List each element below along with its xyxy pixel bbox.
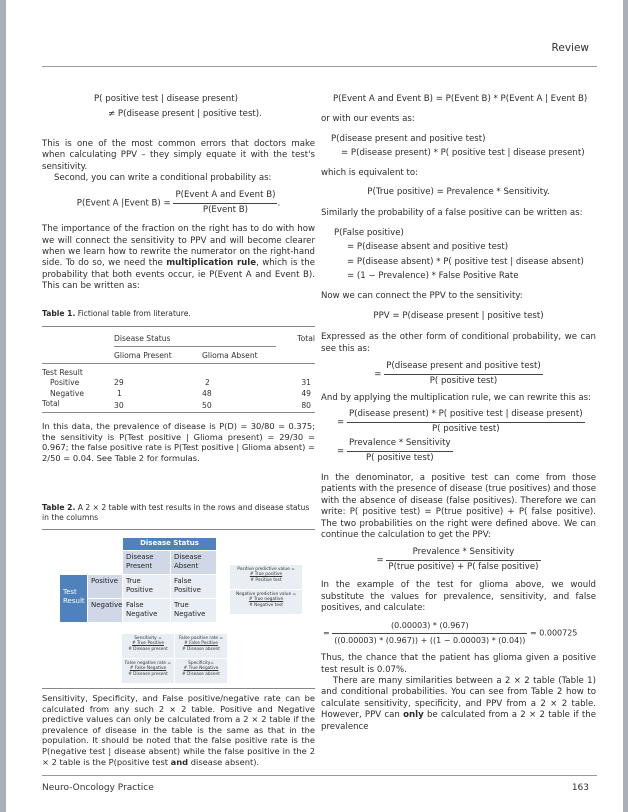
header-total: Total bbox=[297, 333, 315, 343]
table-1-note: In this data, the prevalence of disease is P(D) = 30/80 = 0.375; the sensitivity is P(Test positive | Glioma present) = 29/30 = 0.967; the false positive rate is P(Test positive | Glioma absent) = 2/50 = 0.04. See Table 2 for formulas. bbox=[42, 421, 315, 463]
equation-fp-line2: = P(disease absent and positive test) bbox=[347, 242, 509, 253]
page-number: 163 bbox=[571, 783, 589, 793]
footer-rule bbox=[42, 775, 597, 776]
table-2 bbox=[42, 503, 315, 530]
paragraph-multiplication-rule: The importance of the fraction on the right has to do with how we will connect the sensitivity to PPV and will become clearer when we learn how to rewrite the numerator on the right-hand side. To do so, we need the multiplication rule, which is the probability that both events occur, ie P(Event A and Event B). This can be written as: bbox=[42, 224, 315, 292]
left-column bbox=[42, 94, 315, 293]
table-row: Negative 1 48 49 bbox=[50, 388, 311, 398]
equation-multiplication-rule: P(Event A and Event B) = P(Event B) * P(Event A | Event B) bbox=[333, 94, 588, 104]
running-head: Review bbox=[551, 42, 589, 54]
paragraph: And by applying the multiplication rule, we can rewrite this as: bbox=[321, 392, 592, 403]
sensitivity-formula: Sensitivity = # True Positive # Disease present bbox=[122, 634, 174, 658]
header-disease-status: Disease Status bbox=[114, 330, 276, 347]
equation-conditional: P(Event A |Event B) = $\frac{\text{P(Event A and Event B)}}{\text{P(Event B)}}$ . bbox=[76, 190, 281, 215]
table-2-note: Sensitivity, Specificity, and False positive/negative rate can be calculated from any such 2 × 2 table. Positive and Negative predictive values can only be calculated from a 2 × 2 table if the prevalence of disease in the table is the same as that in the population. It should be noted that the false positive rate is the P(negative test | disease absent) while the false positive in the 2 × 2 table is the P(positive test and disease absent). bbox=[42, 693, 315, 767]
paragraph: In the example of the test for glioma above, we would substitute the values for prevalence, sensitivity, and false positives, and calculate: bbox=[321, 580, 596, 613]
ppv-formula: Positive predictive value = # True positive # Positive test bbox=[230, 565, 302, 589]
journal-page bbox=[6, 0, 623, 812]
table-1-grid bbox=[42, 330, 315, 413]
negative-row-header: Negative bbox=[88, 599, 122, 622]
paragraph: Second, you can write a conditional probability as: bbox=[54, 173, 272, 184]
false-positive-cell: False Positive bbox=[171, 575, 216, 598]
paragraph: There are many similarities between a 2 × 2 table (Table 1) and conditional probabilities. You can see from Table 2 how to calculate sensitivity, specificity, and PPV from a 2 × 2 table. However, PPV can only be calculated from a 2 × 2 table if the prevalence bbox=[321, 676, 596, 732]
journal-name: Neuro-Oncology Practice bbox=[42, 783, 154, 793]
false-negative-cell: False Negative bbox=[123, 599, 170, 622]
equation-fraction-2: = $\frac{\text{P(disease present) * P( positive test | disease present)}}{\text{P( positive test)}}$ bbox=[337, 409, 583, 434]
equation-inequality-line1: P( positive test | disease present) bbox=[94, 94, 238, 104]
paragraph: This is one of the most common errors that doctors make when calculating PPV – they simply equate it with the test's sensitivity. bbox=[42, 138, 315, 172]
equation-calculation: = $\frac{(0.00003) * (0.967)}{((0.00003) * (0.967)) + ((1 - 0.00003) * (0.04))}$ = 0.000725 bbox=[323, 621, 578, 645]
paragraph: or with our events as: bbox=[321, 114, 415, 125]
table-row: Total 30 50 80 bbox=[42, 399, 315, 413]
paragraph: In the denominator, a positive test can come from those patients with the presence of disease (true positives) and those with the absence of disease (false positives). Therefore we can write: P( positive test) = P(true positive) + P( false positive). The two probabilities on the right were defined above. We can continue the calculation to get the PPV: bbox=[321, 472, 596, 540]
true-negative-cell: True Negative bbox=[171, 599, 216, 622]
paragraph: Expressed as the other form of conditional probability, we can see this as: bbox=[321, 332, 596, 354]
npv-formula: Negative predictive value = # True negative # Negative test bbox=[230, 590, 302, 614]
table-row: Positive 29 2 31 bbox=[50, 378, 311, 388]
right-column bbox=[321, 94, 596, 733]
equation-events-line2: = P(disease present) * P( positive test | disease present) bbox=[341, 148, 585, 159]
false-negative-rate-formula: False negative rate = # False Negative # Disease present bbox=[122, 659, 174, 683]
equation-true-positive: P(True positive) = Prevalence * Sensitivity. bbox=[367, 187, 550, 198]
positive-row-header: Positive bbox=[88, 575, 122, 598]
equation-ppv: PPV = P(disease present | positive test) bbox=[373, 310, 544, 321]
header-glioma-present: Glioma Present bbox=[114, 350, 172, 360]
test-result-header: Test Result bbox=[60, 575, 87, 622]
equation-events-line1: P(disease present and positive test) bbox=[331, 133, 486, 144]
equation-fp-line4: = (1 − Prevalence) * False Positive Rate bbox=[347, 271, 519, 282]
paragraph: which is equivalent to: bbox=[321, 167, 419, 178]
paragraph: Similarly the probability of a false positive can be written as: bbox=[321, 208, 583, 219]
specificity-formula: Specificity= # True Negative # Disease absent bbox=[175, 659, 227, 683]
header-rule bbox=[42, 66, 597, 67]
equation-fraction-1: = $\frac{\text{P(disease present and positive test)}}{\text{P( positive test)}}$ bbox=[374, 361, 541, 386]
equation-inequality-line2: ≠ P(disease present | positive test). bbox=[108, 109, 262, 120]
equation-fraction-4: = $\frac{\text{Prevalence * Sensitivity}}{\text{P(true positive) + P( false positive)}}$ bbox=[376, 547, 539, 572]
false-positive-rate-formula: False positive rate = # False Positive # Disease absent bbox=[175, 634, 227, 658]
equation-fp-line3: = P(disease absent) * P( positive test | disease absent) bbox=[347, 256, 584, 267]
equation-fraction-3: = $\frac{\text{Prevalence * Sensitivity}}{\text{P( positive test)}}$ bbox=[337, 438, 451, 463]
table-1-caption: Table 1. Fictional table from literature. bbox=[42, 309, 191, 318]
table-2-caption: Table 2. A 2 × 2 table with test results in the rows and disease status in the columns bbox=[42, 503, 310, 522]
equation-fp-line1: P(False positive) bbox=[334, 227, 404, 238]
disease-absent-header: Disease Absent bbox=[171, 551, 216, 574]
disease-present-header: Disease Present bbox=[123, 551, 170, 574]
disease-status-header: Disease Status bbox=[123, 538, 216, 550]
header-glioma-absent: Glioma Absent bbox=[202, 350, 258, 360]
section-test-result: Test Result bbox=[42, 367, 83, 377]
paragraph: Now we can connect the PPV to the sensitivity: bbox=[321, 291, 523, 302]
table-1 bbox=[42, 309, 315, 463]
paragraph: Thus, the chance that the patient has glioma given a positive test result is 0.07%. bbox=[321, 653, 596, 675]
true-positive-cell: True Positive bbox=[123, 575, 170, 598]
